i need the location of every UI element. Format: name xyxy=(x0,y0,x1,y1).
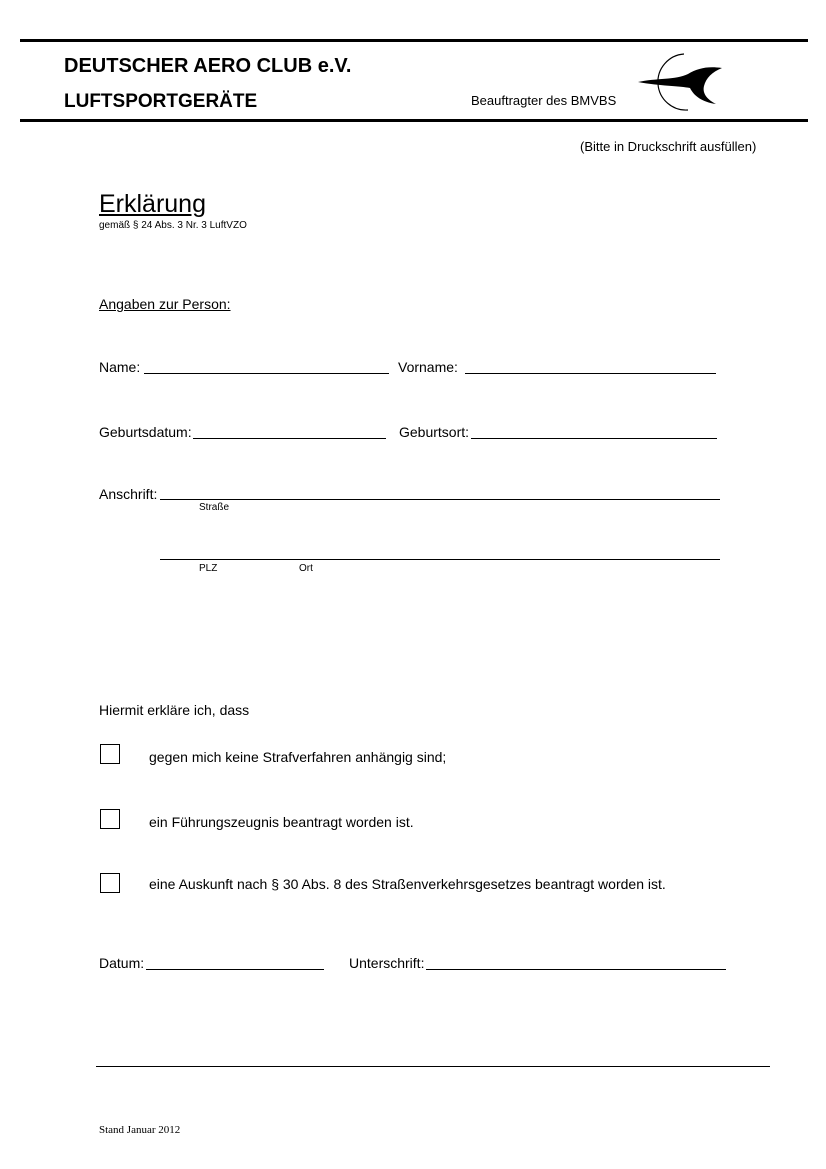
stand-date: Stand Januar 2012 xyxy=(99,1124,181,1136)
datum-label: Datum: xyxy=(99,955,145,971)
org-name: DEUTSCHER AERO CLUB e.V. xyxy=(64,55,352,77)
document-subtitle: gemäß § 24 Abs. 3 Nr. 3 LuftVZO xyxy=(99,220,247,231)
geburtsort-label: Geburtsort: xyxy=(399,424,470,440)
geburtsort-field[interactable] xyxy=(471,438,717,439)
option-certificate-requested: ein Führungszeugnis beantragt worden ist. xyxy=(149,814,414,830)
plz-hint: PLZ xyxy=(199,563,218,574)
declaration-intro: Hiermit erkläre ich, dass xyxy=(99,702,250,718)
geburtsdatum-label: Geburtsdatum: xyxy=(99,424,192,440)
ort-hint: Ort xyxy=(299,563,313,574)
strasse-hint: Straße xyxy=(199,502,230,513)
plz-ort-field[interactable] xyxy=(160,559,720,560)
header-bottom-rule xyxy=(20,119,808,122)
authority-label: Beauftragter des BMVBS xyxy=(471,93,617,108)
document-title: Erklärung xyxy=(99,190,206,218)
option-no-criminal-proceedings: gegen mich keine Strafverfahren anhängig sind; xyxy=(149,749,447,765)
name-field[interactable] xyxy=(144,373,389,374)
unterschrift-label: Unterschrift: xyxy=(349,955,425,971)
header-top-rule xyxy=(20,39,808,42)
department-name: LUFTSPORTGERÄTE xyxy=(64,91,258,112)
geburtsdatum-field[interactable] xyxy=(193,438,386,439)
person-heading: Angaben zur Person: xyxy=(99,296,231,312)
datum-field[interactable] xyxy=(146,969,324,970)
option-traffic-register-requested: eine Auskunft nach § 30 Abs. 8 des Straßenverkehrsgesetzes beantragt worden ist. xyxy=(149,876,666,892)
dac-eagle-logo-icon xyxy=(636,50,728,114)
checkbox-certificate-requested[interactable] xyxy=(100,809,120,829)
vorname-label: Vorname: xyxy=(398,359,458,375)
unterschrift-field[interactable] xyxy=(426,969,726,970)
print-instruction: (Bitte in Druckschrift ausfüllen) xyxy=(580,139,757,154)
strasse-field[interactable] xyxy=(160,499,720,500)
checkbox-traffic-register-requested[interactable] xyxy=(100,873,120,893)
checkbox-no-criminal-proceedings[interactable] xyxy=(100,744,120,764)
anschrift-label: Anschrift: xyxy=(99,486,158,502)
name-label: Name: xyxy=(99,359,141,375)
footer-rule xyxy=(96,1066,770,1067)
vorname-field[interactable] xyxy=(465,373,716,374)
